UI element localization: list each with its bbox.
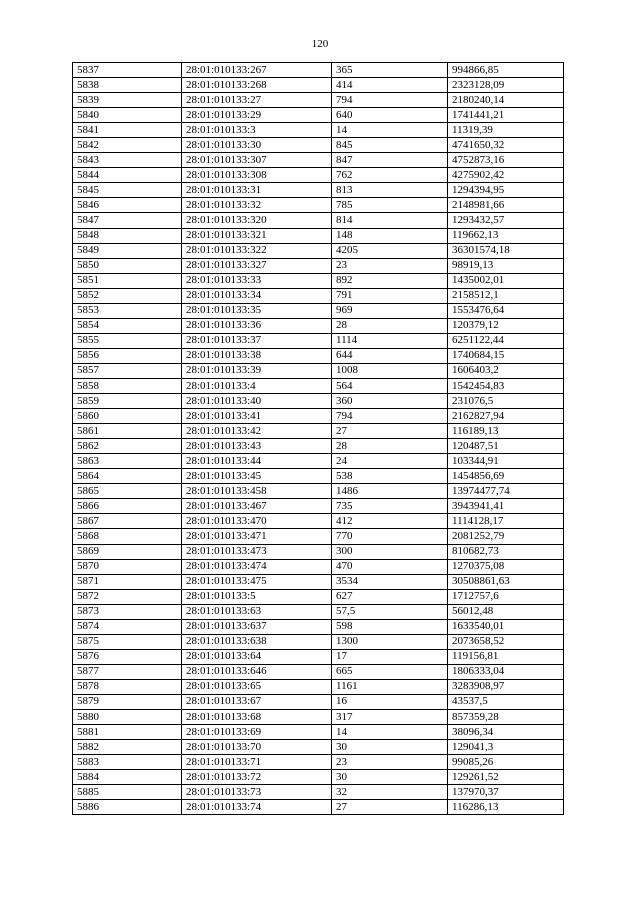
value-cell: 4752873,16 (448, 153, 564, 168)
row-number-cell: 5868 (73, 529, 182, 544)
row-number-cell: 5853 (73, 303, 182, 318)
row-number-cell: 5840 (73, 108, 182, 123)
table-row (73, 740, 564, 755)
table-row (73, 544, 564, 559)
row-number-cell: 5841 (73, 123, 182, 138)
row-number-cell: 5864 (73, 469, 182, 484)
table-row (73, 649, 564, 664)
area-cell: 14 (332, 123, 448, 138)
value-cell: 38096,34 (448, 725, 564, 740)
cadastral-number-cell: 28:01:010133:40 (182, 394, 332, 409)
table-row (73, 363, 564, 378)
cadastral-number-cell: 28:01:010133:43 (182, 439, 332, 454)
row-number-cell: 5851 (73, 273, 182, 288)
row-number-cell: 5858 (73, 378, 182, 393)
cadastral-number-cell: 28:01:010133:638 (182, 634, 332, 649)
area-cell: 23 (332, 258, 448, 273)
cadastral-number-cell: 28:01:010133:5 (182, 589, 332, 604)
cadastral-number-cell: 28:01:010133:39 (182, 363, 332, 378)
table-row (73, 243, 564, 258)
value-cell: 129041,3 (448, 740, 564, 755)
value-cell: 857359,28 (448, 710, 564, 725)
row-number-cell: 5877 (73, 664, 182, 679)
cadastral-number-cell: 28:01:010133:307 (182, 153, 332, 168)
value-cell: 2081252,79 (448, 529, 564, 544)
value-cell: 1542454,83 (448, 378, 564, 393)
page-number: 120 (311, 38, 329, 50)
value-cell: 2323128,09 (448, 78, 564, 93)
value-cell: 43537,5 (448, 694, 564, 709)
row-number-cell: 5855 (73, 333, 182, 348)
value-cell: 120487,51 (448, 439, 564, 454)
value-cell: 30508861,63 (448, 574, 564, 589)
table-row (73, 529, 564, 544)
row-number-cell: 5850 (73, 258, 182, 273)
value-cell: 120379,12 (448, 318, 564, 333)
area-cell: 735 (332, 499, 448, 514)
table-row (73, 394, 564, 409)
area-cell: 28 (332, 439, 448, 454)
cadastral-number-cell: 28:01:010133:3 (182, 123, 332, 138)
value-cell: 1712757,6 (448, 589, 564, 604)
table-body (73, 63, 564, 815)
table-row (73, 213, 564, 228)
value-cell: 116286,13 (448, 800, 564, 815)
row-number-cell: 5838 (73, 78, 182, 93)
row-number-cell: 5883 (73, 755, 182, 770)
area-cell: 14 (332, 725, 448, 740)
value-cell: 1270375,08 (448, 559, 564, 574)
cadastral-number-cell: 28:01:010133:72 (182, 770, 332, 785)
cadastral-number-cell: 28:01:010133:32 (182, 198, 332, 213)
area-cell: 32 (332, 785, 448, 800)
value-cell: 1435002,01 (448, 273, 564, 288)
table-row (73, 63, 564, 78)
table-row (73, 664, 564, 679)
area-cell: 17 (332, 649, 448, 664)
cadastral-number-cell: 28:01:010133:67 (182, 694, 332, 709)
table-row (73, 318, 564, 333)
row-number-cell: 5880 (73, 710, 182, 725)
value-cell: 98919,13 (448, 258, 564, 273)
area-cell: 814 (332, 213, 448, 228)
area-cell: 1114 (332, 333, 448, 348)
cadastral-number-cell: 28:01:010133:63 (182, 604, 332, 619)
value-cell: 231076,5 (448, 394, 564, 409)
area-cell: 791 (332, 288, 448, 303)
cadastral-number-cell: 28:01:010133:33 (182, 273, 332, 288)
value-cell: 1454856,69 (448, 469, 564, 484)
row-number-cell: 5856 (73, 348, 182, 363)
table-row (73, 303, 564, 318)
area-cell: 300 (332, 544, 448, 559)
table-row (73, 108, 564, 123)
cadastral-number-cell: 28:01:010133:473 (182, 544, 332, 559)
row-number-cell: 5874 (73, 619, 182, 634)
table-row (73, 484, 564, 499)
area-cell: 892 (332, 273, 448, 288)
area-cell: 845 (332, 138, 448, 153)
cadastral-number-cell: 28:01:010133:34 (182, 288, 332, 303)
row-number-cell: 5884 (73, 770, 182, 785)
area-cell: 412 (332, 514, 448, 529)
row-number-cell: 5882 (73, 740, 182, 755)
row-number-cell: 5860 (73, 409, 182, 424)
area-cell: 57,5 (332, 604, 448, 619)
value-cell: 3943941,41 (448, 499, 564, 514)
value-cell: 56012,48 (448, 604, 564, 619)
table-row (73, 679, 564, 694)
cadastral-number-cell: 28:01:010133:30 (182, 138, 332, 153)
table-row (73, 469, 564, 484)
cadastral-number-cell: 28:01:010133:70 (182, 740, 332, 755)
cadastral-number-cell: 28:01:010133:474 (182, 559, 332, 574)
table-row (73, 348, 564, 363)
table-row (73, 138, 564, 153)
value-cell: 6251122,44 (448, 333, 564, 348)
value-cell: 2148981,66 (448, 198, 564, 213)
row-number-cell: 5885 (73, 785, 182, 800)
cadastral-number-cell: 28:01:010133:45 (182, 469, 332, 484)
cadastral-number-cell: 28:01:010133:68 (182, 710, 332, 725)
value-cell: 4741650,32 (448, 138, 564, 153)
cadastral-number-cell: 28:01:010133:646 (182, 664, 332, 679)
area-cell: 785 (332, 198, 448, 213)
area-cell: 16 (332, 694, 448, 709)
area-cell: 627 (332, 589, 448, 604)
row-number-cell: 5872 (73, 589, 182, 604)
cadastral-number-cell: 28:01:010133:65 (182, 679, 332, 694)
row-number-cell: 5876 (73, 649, 182, 664)
cadastral-number-cell: 28:01:010133:35 (182, 303, 332, 318)
row-number-cell: 5854 (73, 318, 182, 333)
cadastral-number-cell: 28:01:010133:321 (182, 228, 332, 243)
table-row (73, 725, 564, 740)
value-cell: 137970,37 (448, 785, 564, 800)
table-row (73, 78, 564, 93)
cadastral-number-cell: 28:01:010133:320 (182, 213, 332, 228)
table-row (73, 755, 564, 770)
row-number-cell: 5871 (73, 574, 182, 589)
value-cell: 129261,52 (448, 770, 564, 785)
row-number-cell: 5862 (73, 439, 182, 454)
table-row (73, 409, 564, 424)
value-cell: 4275902,42 (448, 168, 564, 183)
area-cell: 644 (332, 348, 448, 363)
area-cell: 27 (332, 800, 448, 815)
value-cell: 1294394,95 (448, 183, 564, 198)
cadastral-number-cell: 28:01:010133:308 (182, 168, 332, 183)
value-cell: 1553476,64 (448, 303, 564, 318)
cadastral-number-cell: 28:01:010133:73 (182, 785, 332, 800)
area-cell: 665 (332, 664, 448, 679)
cadastral-number-cell: 28:01:010133:637 (182, 619, 332, 634)
cadastral-number-cell: 28:01:010133:267 (182, 63, 332, 78)
area-cell: 470 (332, 559, 448, 574)
cadastral-number-cell: 28:01:010133:470 (182, 514, 332, 529)
row-number-cell: 5861 (73, 424, 182, 439)
row-number-cell: 5849 (73, 243, 182, 258)
table-row (73, 378, 564, 393)
row-number-cell: 5857 (73, 363, 182, 378)
area-cell: 1300 (332, 634, 448, 649)
row-number-cell: 5875 (73, 634, 182, 649)
value-cell: 994866,85 (448, 63, 564, 78)
table-row (73, 710, 564, 725)
value-cell: 36301574,18 (448, 243, 564, 258)
table-row (73, 604, 564, 619)
value-cell: 1806333,04 (448, 664, 564, 679)
cadastral-number-cell: 28:01:010133:71 (182, 755, 332, 770)
row-number-cell: 5842 (73, 138, 182, 153)
row-number-cell: 5859 (73, 394, 182, 409)
cadastral-number-cell: 28:01:010133:467 (182, 499, 332, 514)
area-cell: 365 (332, 63, 448, 78)
table-row (73, 800, 564, 815)
area-cell: 4205 (332, 243, 448, 258)
value-cell: 116189,13 (448, 424, 564, 439)
area-cell: 3534 (332, 574, 448, 589)
value-cell: 1114128,17 (448, 514, 564, 529)
cadastral-number-cell: 28:01:010133:27 (182, 93, 332, 108)
row-number-cell: 5869 (73, 544, 182, 559)
value-cell: 13974477,74 (448, 484, 564, 499)
row-number-cell: 5845 (73, 183, 182, 198)
area-cell: 24 (332, 454, 448, 469)
row-number-cell: 5843 (73, 153, 182, 168)
table-row (73, 439, 564, 454)
table-row (73, 333, 564, 348)
data-table (72, 62, 564, 815)
row-number-cell: 5867 (73, 514, 182, 529)
area-cell: 30 (332, 770, 448, 785)
table-row (73, 634, 564, 649)
table-row (73, 258, 564, 273)
row-number-cell: 5879 (73, 694, 182, 709)
row-number-cell: 5873 (73, 604, 182, 619)
value-cell: 2180240,14 (448, 93, 564, 108)
area-cell: 1008 (332, 363, 448, 378)
value-cell: 11319,39 (448, 123, 564, 138)
cadastral-number-cell: 28:01:010133:31 (182, 183, 332, 198)
table-row (73, 589, 564, 604)
cadastral-number-cell: 28:01:010133:4 (182, 378, 332, 393)
value-cell: 119662,13 (448, 228, 564, 243)
table-row (73, 93, 564, 108)
value-cell: 99085,26 (448, 755, 564, 770)
area-cell: 762 (332, 168, 448, 183)
row-number-cell: 5848 (73, 228, 182, 243)
table-row (73, 123, 564, 138)
row-number-cell: 5847 (73, 213, 182, 228)
table-row (73, 514, 564, 529)
cadastral-number-cell: 28:01:010133:64 (182, 649, 332, 664)
value-cell: 1606403,2 (448, 363, 564, 378)
area-cell: 23 (332, 755, 448, 770)
table-row (73, 198, 564, 213)
area-cell: 27 (332, 424, 448, 439)
cadastral-number-cell: 28:01:010133:37 (182, 333, 332, 348)
table-row (73, 785, 564, 800)
cadastral-number-cell: 28:01:010133:458 (182, 484, 332, 499)
value-cell: 1740684,15 (448, 348, 564, 363)
value-cell: 119156,81 (448, 649, 564, 664)
area-cell: 794 (332, 93, 448, 108)
value-cell: 2162827,94 (448, 409, 564, 424)
value-cell: 103344,91 (448, 454, 564, 469)
value-cell: 1293432,57 (448, 213, 564, 228)
row-number-cell: 5886 (73, 800, 182, 815)
value-cell: 1741441,21 (448, 108, 564, 123)
row-number-cell: 5844 (73, 168, 182, 183)
cadastral-number-cell: 28:01:010133:268 (182, 78, 332, 93)
table-row (73, 273, 564, 288)
cadastral-number-cell: 28:01:010133:44 (182, 454, 332, 469)
area-cell: 813 (332, 183, 448, 198)
table-row (73, 288, 564, 303)
cadastral-number-cell: 28:01:010133:322 (182, 243, 332, 258)
cadastral-number-cell: 28:01:010133:475 (182, 574, 332, 589)
area-cell: 564 (332, 378, 448, 393)
area-cell: 794 (332, 409, 448, 424)
value-cell: 2073658,52 (448, 634, 564, 649)
area-cell: 640 (332, 108, 448, 123)
table-row (73, 619, 564, 634)
area-cell: 598 (332, 619, 448, 634)
row-number-cell: 5881 (73, 725, 182, 740)
cadastral-number-cell: 28:01:010133:29 (182, 108, 332, 123)
cadastral-number-cell: 28:01:010133:38 (182, 348, 332, 363)
table-row (73, 424, 564, 439)
area-cell: 847 (332, 153, 448, 168)
area-cell: 1486 (332, 484, 448, 499)
area-cell: 28 (332, 318, 448, 333)
table-row (73, 153, 564, 168)
row-number-cell: 5866 (73, 499, 182, 514)
area-cell: 770 (332, 529, 448, 544)
area-cell: 969 (332, 303, 448, 318)
cadastral-number-cell: 28:01:010133:74 (182, 800, 332, 815)
row-number-cell: 5863 (73, 454, 182, 469)
row-number-cell: 5878 (73, 679, 182, 694)
table-row (73, 228, 564, 243)
cadastral-number-cell: 28:01:010133:41 (182, 409, 332, 424)
cadastral-number-cell: 28:01:010133:69 (182, 725, 332, 740)
table-row (73, 499, 564, 514)
area-cell: 30 (332, 740, 448, 755)
table-row (73, 183, 564, 198)
area-cell: 414 (332, 78, 448, 93)
value-cell: 3283908,97 (448, 679, 564, 694)
row-number-cell: 5839 (73, 93, 182, 108)
row-number-cell: 5837 (73, 63, 182, 78)
row-number-cell: 5846 (73, 198, 182, 213)
table-row (73, 168, 564, 183)
cadastral-number-cell: 28:01:010133:36 (182, 318, 332, 333)
cadastral-number-cell: 28:01:010133:42 (182, 424, 332, 439)
value-cell: 2158512,1 (448, 288, 564, 303)
table-row (73, 694, 564, 709)
area-cell: 148 (332, 228, 448, 243)
table-row (73, 770, 564, 785)
area-cell: 360 (332, 394, 448, 409)
cadastral-number-cell: 28:01:010133:471 (182, 529, 332, 544)
row-number-cell: 5852 (73, 288, 182, 303)
row-number-cell: 5865 (73, 484, 182, 499)
value-cell: 810682,73 (448, 544, 564, 559)
table-row (73, 574, 564, 589)
table-row (73, 559, 564, 574)
area-cell: 317 (332, 710, 448, 725)
area-cell: 538 (332, 469, 448, 484)
cadastral-number-cell: 28:01:010133:327 (182, 258, 332, 273)
value-cell: 1633540,01 (448, 619, 564, 634)
table-row (73, 454, 564, 469)
area-cell: 1161 (332, 679, 448, 694)
row-number-cell: 5870 (73, 559, 182, 574)
